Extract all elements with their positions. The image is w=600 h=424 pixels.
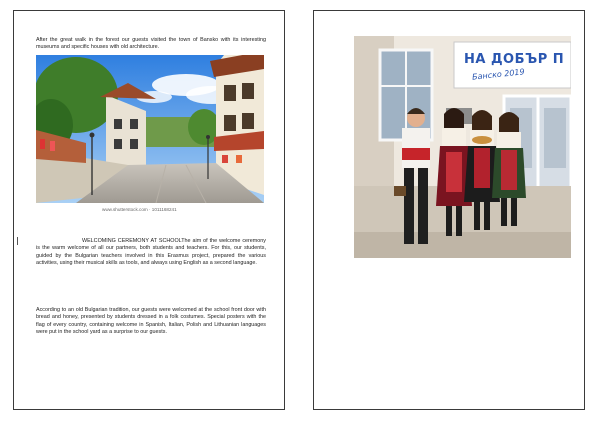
school-sign-text: НА ДОБЪР П [464,52,565,67]
photo-watermark: www.shutterstock.com · 1011168241 [102,207,177,212]
intro-paragraph: After the great walk in the forest our guests visited the town of Bansko with its interesting museums and specific houses with old architecture. [36,37,266,51]
tradition-paragraph: According to an old Bulgarian tradition, our guests were welcomed at the school front door with bread and honey, presented by students dressed in a folk costumes. Special posters with the flag of every country, containing welcome in Spanish, Italian, Polish and Lithuanian languages were put in the school yard as a surprise to our guests. [36,307,266,336]
welcome-body: The aim of the welcome ceremony is the warm welcome of all our partners, both students and teachers. For this, our students, guided by the Bulgarian teachers involved in this Erasmus project, prepared the various activities, using their musical skills as tools, and always using English as a second language. [36,238,266,267]
school-sign-subtext: Банско 2019 [471,67,525,82]
welcome-paragraph [36,238,266,268]
text-cursor-mark [17,237,18,245]
welcome-ceremony-photo [354,36,571,258]
welcome-heading: WELCOMING CEREMONY AT SCHOOL [82,238,182,244]
document-page-right [313,10,585,410]
document-page-left [13,10,285,410]
bansko-street-photo [36,55,264,203]
